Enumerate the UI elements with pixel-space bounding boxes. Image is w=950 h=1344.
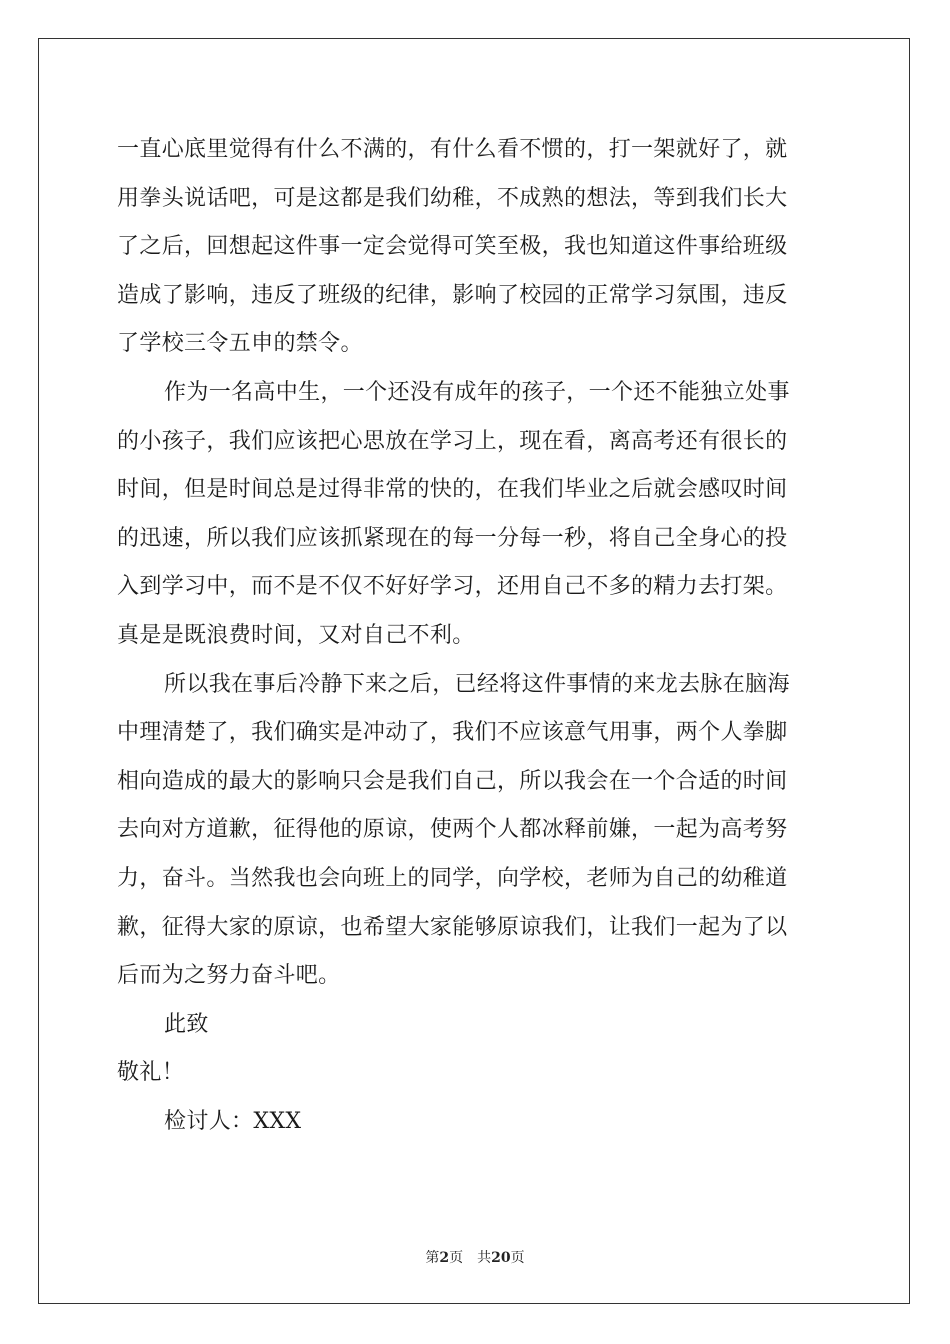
total-prefix: 共 — [477, 1250, 492, 1266]
text-line: 后而为之努力奋斗吧。 — [117, 963, 341, 989]
page-suffix: 页 — [449, 1250, 464, 1266]
text-line: 用拳头说话吧，可是这都是我们幼稚，不成熟的想法，等到我们长大 — [117, 185, 788, 211]
text-line: 去向对方道歉，征得他的原谅，使两个人都冰释前嫌，一起为高考努 — [117, 817, 788, 843]
page-number: 2 — [439, 1250, 450, 1266]
text-line: 造成了影响，违反了班级的纪律，影响了校园的正常学习氛围，违反 — [117, 282, 788, 308]
text-line: 了之后，回想起这件事一定会觉得可笑至极，我也知道这件事给班级 — [117, 234, 788, 260]
page-prefix: 第 — [425, 1250, 440, 1266]
closing-salutation: 此致 — [164, 1011, 209, 1037]
total-suffix: 页 — [510, 1250, 525, 1266]
text-line: 相向造成的最大的影响只会是我们自己，所以我会在一个合适的时间 — [117, 768, 788, 794]
text-line: 的小孩子，我们应该把心思放在学习上，现在看，离高考还有很长的 — [117, 428, 788, 454]
total-pages: 20 — [491, 1250, 511, 1266]
signature-line: 检讨人：XXX — [164, 1108, 302, 1134]
text-line: 中理清楚了，我们确实是冲动了，我们不应该意气用事，两个人拳脚 — [117, 720, 788, 746]
closing-regards: 敬礼！ — [117, 1060, 185, 1086]
text-line: 时间，但是时间总是过得非常的快的，在我们毕业之后就会感叹时间 — [117, 477, 788, 503]
paragraph-start-line: 作为一名高中生，一个还没有成年的孩子，一个还不能独立处事 — [164, 379, 790, 405]
page-footer — [0, 1247, 950, 1267]
document-body — [117, 126, 837, 1146]
text-line: 入到学习中，而不是不仅不好好学习，还用自己不多的精力去打架。 — [117, 574, 788, 600]
text-line: 一直心底里觉得有什么不满的，有什么看不惯的，打一架就好了，就 — [117, 137, 788, 162]
text-line: 力，奋斗。当然我也会向班上的同学，向学校，老师为自己的幼稚道 — [117, 865, 788, 891]
paragraph-start-line: 所以我在事后冷静下来之后，已经将这件事情的来龙去脉在脑海 — [164, 671, 790, 697]
text-line: 了学校三令五申的禁令。 — [117, 331, 363, 357]
text-line: 的迅速，所以我们应该抓紧现在的每一分每一秒，将自己全身心的投 — [117, 525, 788, 551]
text-line: 真是是既浪费时间，又对自己不利。 — [117, 622, 475, 648]
text-line: 歉，征得大家的原谅，也希望大家能够原谅我们，让我们一起为了以 — [117, 914, 788, 940]
